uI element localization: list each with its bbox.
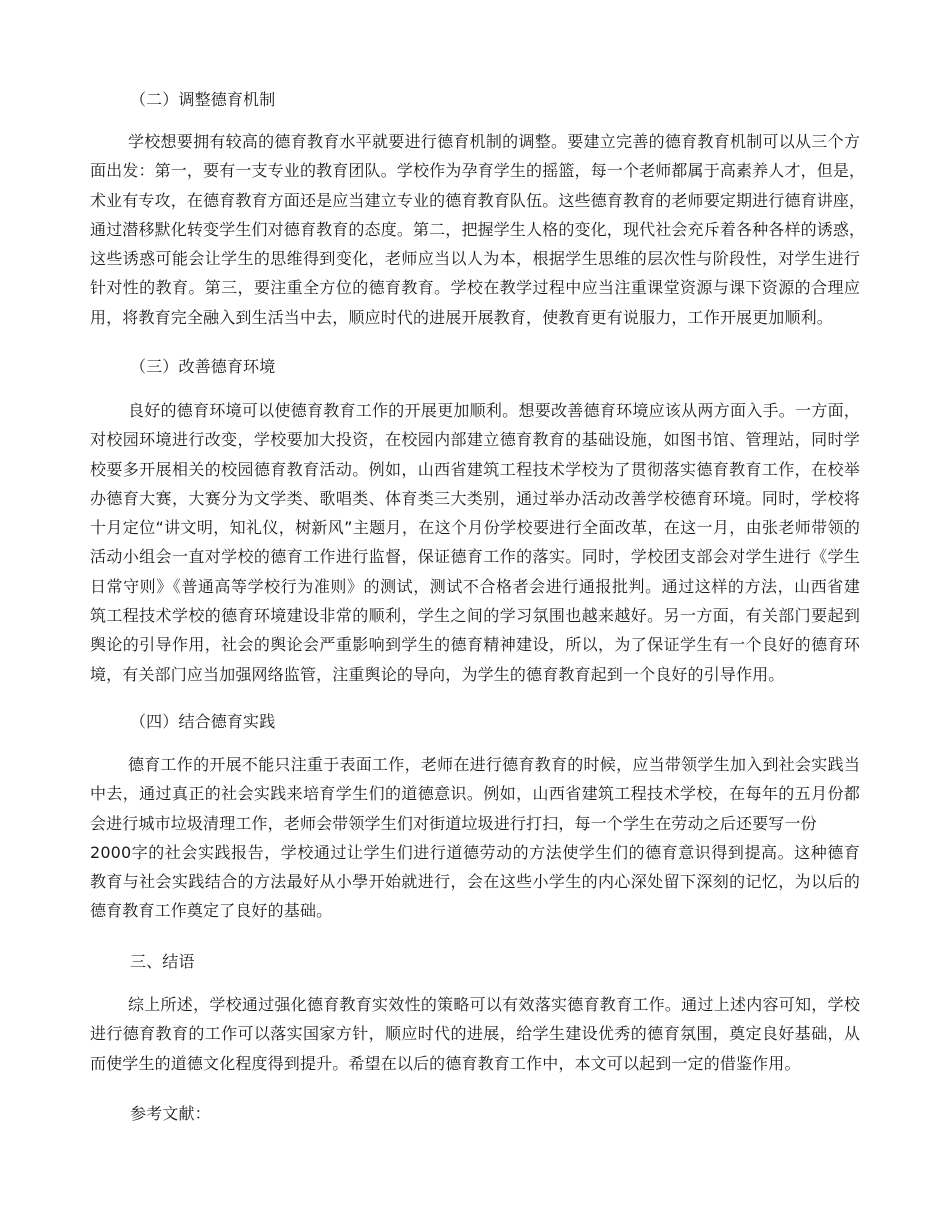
paragraph-line: 筑工程技术学校的德育环境建设非常的顺利，学生之间的学习氛围也越来越好。另一方面，有关部门要起到 bbox=[90, 606, 860, 626]
paragraph-line: 舆论的引导作用，社会的舆论会严重影响到学生的德育精神建设，所以，为了保证学生有一个良好的德育环 bbox=[90, 635, 860, 655]
paragraph-line: 这些诱惑可能会让学生的思维得到变化，老师应当以人为本，根据学生思维的层次性与阶段性，对学生进行 bbox=[90, 249, 860, 269]
paragraph-line: 通过潜移默化转变学生们对德育教育的态度。第二，把握学生人格的变化，现代社会充斥着各种各样的诱惑， bbox=[90, 219, 866, 239]
paragraph-line: 针对性的教育。第三，要注重全方位的德育教育。学校在教学过程中应当注重课堂资源与课下资源的合理应 bbox=[90, 278, 860, 298]
paragraph-line: 2000字的社会实践报告，学校通过让学生们进行道德劳动的方法使学生们的德育意识得到提高。这种德育 bbox=[90, 842, 860, 862]
paragraph-line: 综上所述，学校通过强化德育教育实效性的策略可以有效落实德育教育工作。通过上述内容可知，学校 bbox=[128, 995, 860, 1014]
paragraph-line: 境，有关部门应当加强网络监管，注重舆论的导向，为学生的德育教育起到一个良好的引导作用。 bbox=[90, 664, 785, 684]
paragraph-line: 中去，通过真正的社会实践来培育学生们的道德意识。例如，山西省建筑工程技术学校，在每年的五月份都 bbox=[90, 784, 860, 804]
paragraph-line: 办德育大赛，大赛分为文学类、歌唱类、体育类三大类别，通过举办活动改善学校德育环境。同时，学校将 bbox=[90, 488, 860, 508]
section-paragraph-4 bbox=[90, 750, 860, 926]
section-heading-3: （三）改善德育环境 bbox=[130, 357, 276, 376]
paragraph-line: 德育工作的开展不能只注重于表面工作，老师在进行德育教育的时候，应当带领学生加入到社会实践当 bbox=[128, 755, 860, 774]
paragraph-line: 活动小组会一直对学校的德育工作进行监督，保证德育工作的落实。同时，学校团支部会对学生进行《学生 bbox=[90, 547, 860, 567]
paragraph-line: 进行德育教育的工作可以落实国家方针，顺应时代的进展，给学生建设优秀的德育氛围，奠定良好基础，从 bbox=[90, 1024, 860, 1044]
paragraph-line: 对校园环境进行改变，学校要加大投资，在校园内部建立德育教育的基础设施，如图书馆、管理站，同时学 bbox=[90, 430, 860, 450]
paragraph-line: 会进行城市垃圾清理工作，老师会带领学生们对街道垃圾进行打扫，每一个学生在劳动之后还要写一份 bbox=[90, 813, 817, 833]
paragraph-line: 面出发：第一，要有一支专业的教育团队。学校作为孕育学生的摇篮，每一个老师都属于高素养人才，但是， bbox=[90, 161, 866, 181]
section-heading-4: （四）结合德育实践 bbox=[130, 712, 276, 731]
paragraph-line: 十月定位“讲文明，知礼仪，树新风”主题月，在这个月份学校要进行全面改革，在这一月，由张老师带领的 bbox=[90, 518, 860, 538]
paragraph-line: 学校想要拥有较高的德育教育水平就要进行德育机制的调整。要建立完善的德育教育机制可以从三个方 bbox=[128, 132, 860, 151]
section-paragraph-conclusion bbox=[90, 990, 860, 1078]
section-paragraph-3 bbox=[90, 396, 860, 689]
paragraph-line: 术业有专攻，在德育教育方面还是应当建立专业的德育教育队伍。这些德育教育的老师要定期进行德育讲座， bbox=[90, 190, 866, 210]
paragraph-line: 教育与社会实践结合的方法最好从小學开始就进行，会在这些小学生的内心深处留下深刻的记忆，为以后的 bbox=[90, 872, 860, 892]
references-heading: 参考文献： bbox=[130, 1104, 211, 1123]
section-heading-conclusion: 三、结语 bbox=[130, 952, 195, 971]
paragraph-line: 而使学生的道德文化程度得到提升。希望在以后的德育教育工作中，本文可以起到一定的借鉴作用。 bbox=[90, 1053, 801, 1073]
paragraph-line: 校要多开展相关的校园德育教育活动。例如，山西省建筑工程技术学校为了贯彻落实德育教育工作，在校举 bbox=[90, 459, 860, 479]
paragraph-line: 用，将教育完全融入到生活当中去，顺应时代的进展开展教育，使教育更有说服力，工作开展更加顺利。 bbox=[90, 307, 833, 327]
paragraph-line: 良好的德育环境可以使德育教育工作的开展更加顺利。想要改善德育环境应该从两方面入手。一方面， bbox=[128, 401, 860, 420]
section-heading-2: （二）调整德育机制 bbox=[130, 90, 276, 109]
paragraph-line: 日常守则》《普通高等学校行为准则》的测试，测试不合格者会进行通报批判。通过这样的方法，山西省建 bbox=[90, 576, 860, 596]
paragraph-line: 德育教育工作奠定了良好的基础。 bbox=[90, 901, 333, 921]
section-paragraph-2 bbox=[90, 127, 866, 332]
